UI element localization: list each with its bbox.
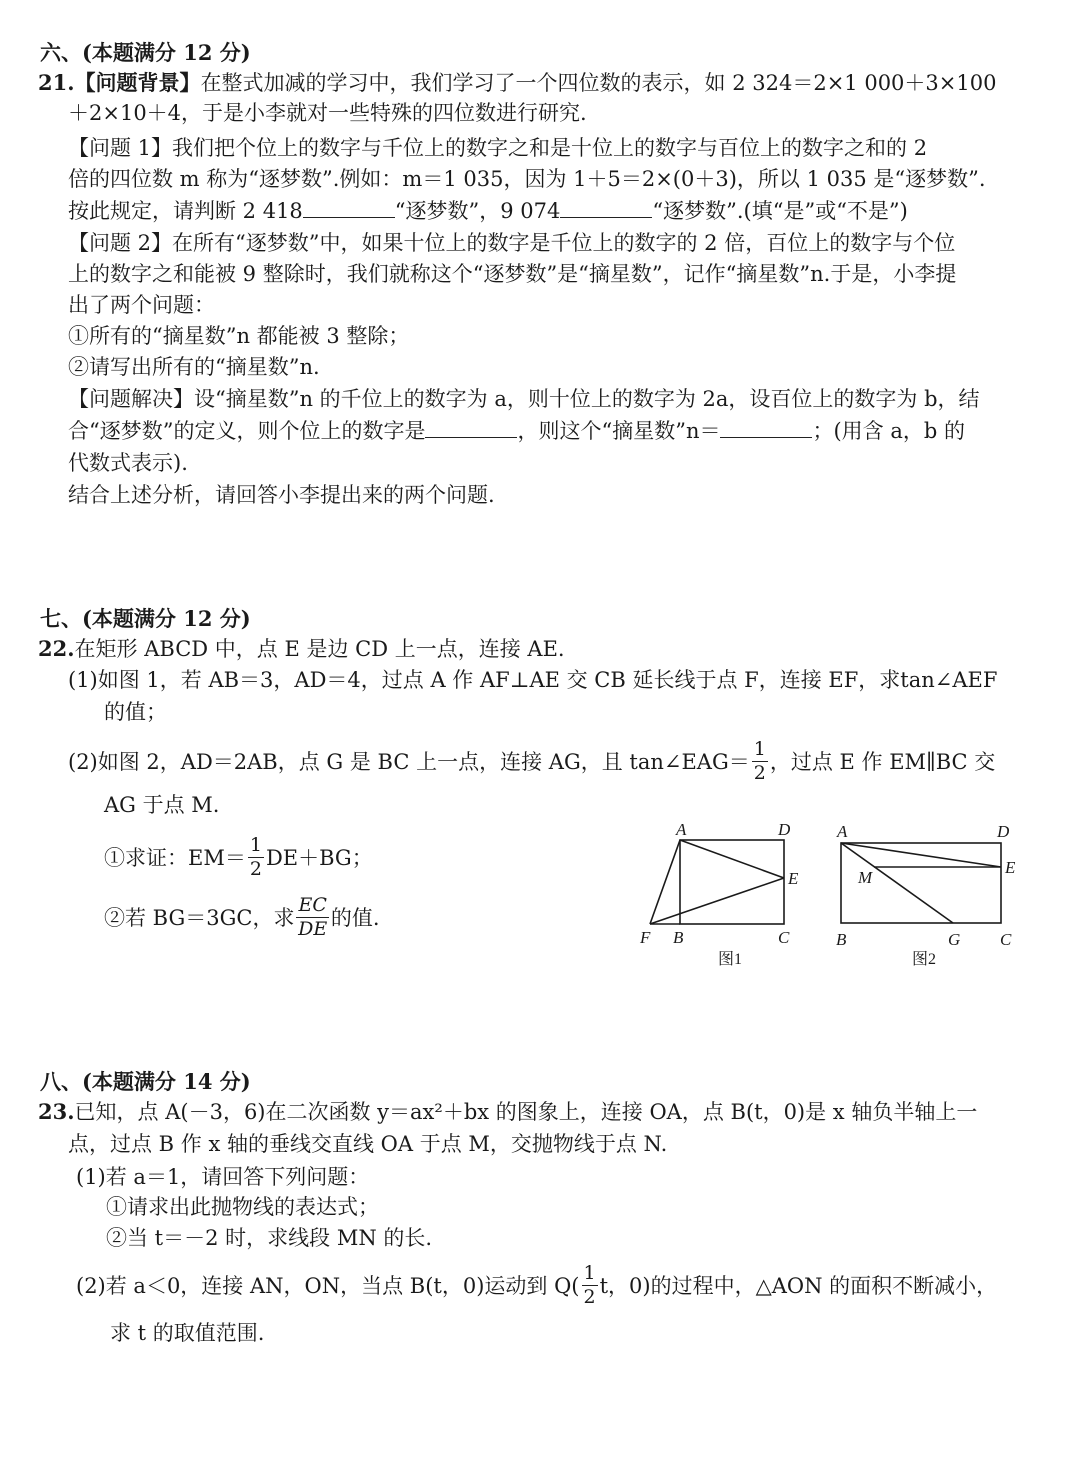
q21-p1-line-3 [68,196,908,226]
fraction-one-half [582,1264,598,1307]
q21-sol-2c: ；(用含 a，b 的 [812,419,965,443]
q22-item-1b: DE＋BG； [265,846,373,870]
q21-p1-line-3a: 按此规定，请判断 2 418 [68,199,303,223]
label-g: G [948,930,961,949]
label-d: D [778,820,791,839]
q22-item-1 [104,834,373,881]
q21-p2-line-1: 【问题 2】在所有“逐梦数”中，如果十位上的数字是千位上的数字的 2 倍，百位上的数字与个位 [68,231,956,255]
q21-solution-line-1: 【问题解决】设“摘星数”n 的千位上的数字为 a，则十位上的数字为 2a，设百位上的数字为 b，结 [68,387,980,411]
fraction-one-half [248,836,264,879]
q22-p2-1a: (2)如图 2，AD＝2AB，点 G 是 BC 上一点，连接 AG，且 tan∠EAG＝ [68,750,750,774]
segment-ae [680,840,784,878]
q23-p1-item-1: ①请求出此抛物线的表达式； [106,1195,379,1219]
fraction-one-half [752,740,768,783]
q23-line-2: 点，过点 B 作 x 轴的垂线交直线 OA 于点 M，交抛物线于点 N. [68,1132,668,1156]
frac-num: 1 [249,834,262,856]
label-m: M [858,868,873,887]
q23-p2-line-2: 求 t 的取值范围. [110,1321,265,1345]
q22-p2-line-1 [68,738,996,785]
q23-p1-item-2: ②当 t＝－2 时，求线段 MN 的长. [106,1226,433,1250]
q23-p2-a: (2)若 a＜0，连接 AN，ON，当点 B(t，0)运动到 Q( [76,1274,580,1298]
segment-af [650,840,680,924]
rect-abcd [680,840,784,924]
q23-number: 23. [38,1099,75,1124]
answer-blank-n-expression[interactable] [720,417,812,438]
section-7-title: 七、(本题满分 12 分) [40,606,251,631]
q21-p2-item-2: ②请写出所有的“摘星数”n. [68,355,320,379]
q22-p1-line-1: (1)如图 1，若 AB＝3，AD＝4，过点 A 作 AF⊥AE 交 CB 延长线于点 F，连接 EF，求tan∠AEF [68,668,998,692]
figure-1-caption: 图1 [718,951,743,968]
figure-2 [828,815,1028,975]
q22-intro [38,634,565,664]
q21-final-prompt: 结合上述分析，请回答小李提出来的两个问题. [68,483,495,507]
frac-num: 1 [583,1262,596,1284]
frac-den: DE [298,918,328,940]
frac-den: 2 [249,858,262,880]
label-c: C [778,928,790,947]
q21-solution-line-2 [68,416,965,446]
label-f: F [640,928,651,947]
q21-p2-line-3: 出了两个问题： [68,293,215,317]
q22-item-1a: ①求证：EM＝ [104,846,246,870]
fraction-ec-over-de [296,896,328,939]
q21-number: 21. [38,70,75,95]
frac-den: 2 [753,762,766,784]
label-e: E [788,869,799,888]
section-6-title: 六、(本题满分 12 分) [40,40,251,65]
q23-p2-b: t，0)的过程中，△AON 的面积不断减小， [599,1274,998,1298]
label-d: D [997,822,1010,841]
q23-line-1 [38,1097,977,1127]
q21-bg-text-1: 在整式加减的学习中，我们学习了一个四位数的表示，如 2 324＝2×1 000＋3×100 [200,71,997,95]
q23-line-1-text: 已知，点 A(－3，6)在二次函数 y＝ax²＋bx 的图象上，连接 OA，点 B(t，0)是 x 轴负半轴上一 [74,1100,978,1124]
frac-num: EC [298,894,327,916]
label-c: C [1000,930,1012,949]
figure-1 [632,815,812,975]
answer-blank-2418[interactable] [303,197,395,218]
q22-p2-1b: ，过点 E 作 EM∥BC 交 [769,750,996,774]
q23-p2-line-1 [76,1262,998,1309]
label-b: B [673,928,684,947]
q22-p1-line-2: 的值； [104,700,167,724]
q21-bg-label: 【问题背景】 [74,70,201,95]
q21-solution-line-3: 代数式表示). [68,451,188,475]
frac-num: 1 [753,738,766,760]
q21-bg-text-2: ＋2×10＋4，于是小李就对一些特殊的四位数进行研究. [68,101,587,125]
q21-p2-line-2: 上的数字之和能被 9 整除时，我们就称这个“逐梦数”是“摘星数”，记作“摘星数”n.于是，小李提 [68,262,957,286]
q21-sol-2a: 合“逐梦数”的定义，则个位上的数字是 [68,419,426,443]
q22-number: 22. [38,636,75,661]
q22-item-2 [104,894,380,941]
q21-p1-line-3b: “逐梦数”，9 074 [394,199,561,223]
answer-blank-units-digit[interactable] [425,417,517,438]
section-8-title: 八、(本题满分 14 分) [40,1069,251,1094]
q21-line-1 [38,68,996,98]
answer-blank-9074[interactable] [560,197,652,218]
q21-p2-item-1: ①所有的“摘星数”n 都能被 3 整除； [68,324,410,348]
q23-p1: (1)若 a＝1，请回答下列问题： [76,1165,370,1189]
q21-p1-line-2: 倍的四位数 m 称为“逐梦数”.例如：m＝1 035，因为 1＋5＝2×(0＋3)，所以 1 035 是“逐梦数”. [68,167,986,191]
label-e: E [1005,858,1016,877]
label-b: B [836,930,847,949]
figure-2-caption: 图2 [912,951,937,968]
q21-p1-line-3c: “逐梦数”.(填“是”或“不是”) [652,199,908,223]
q22-intro-text: 在矩形 ABCD 中，点 E 是边 CD 上一点，连接 AE. [74,637,565,661]
q22-item-2b: 的值. [330,906,380,930]
q22-p2-line-2: AG 于点 M. [104,793,220,817]
segment-ae [841,843,1001,867]
frac-den: 2 [583,1286,596,1308]
q21-sol-2b: ，则这个“摘星数”n＝ [517,419,721,443]
segment-fe [650,878,784,924]
q21-p1-line-1: 【问题 1】我们把个位上的数字与千位上的数字之和是十位上的数字与百位上的数字之和的 2 [68,136,928,160]
label-a: A [837,822,848,841]
label-a: A [676,820,687,839]
q22-item-2a: ②若 BG＝3GC，求 [104,906,295,930]
